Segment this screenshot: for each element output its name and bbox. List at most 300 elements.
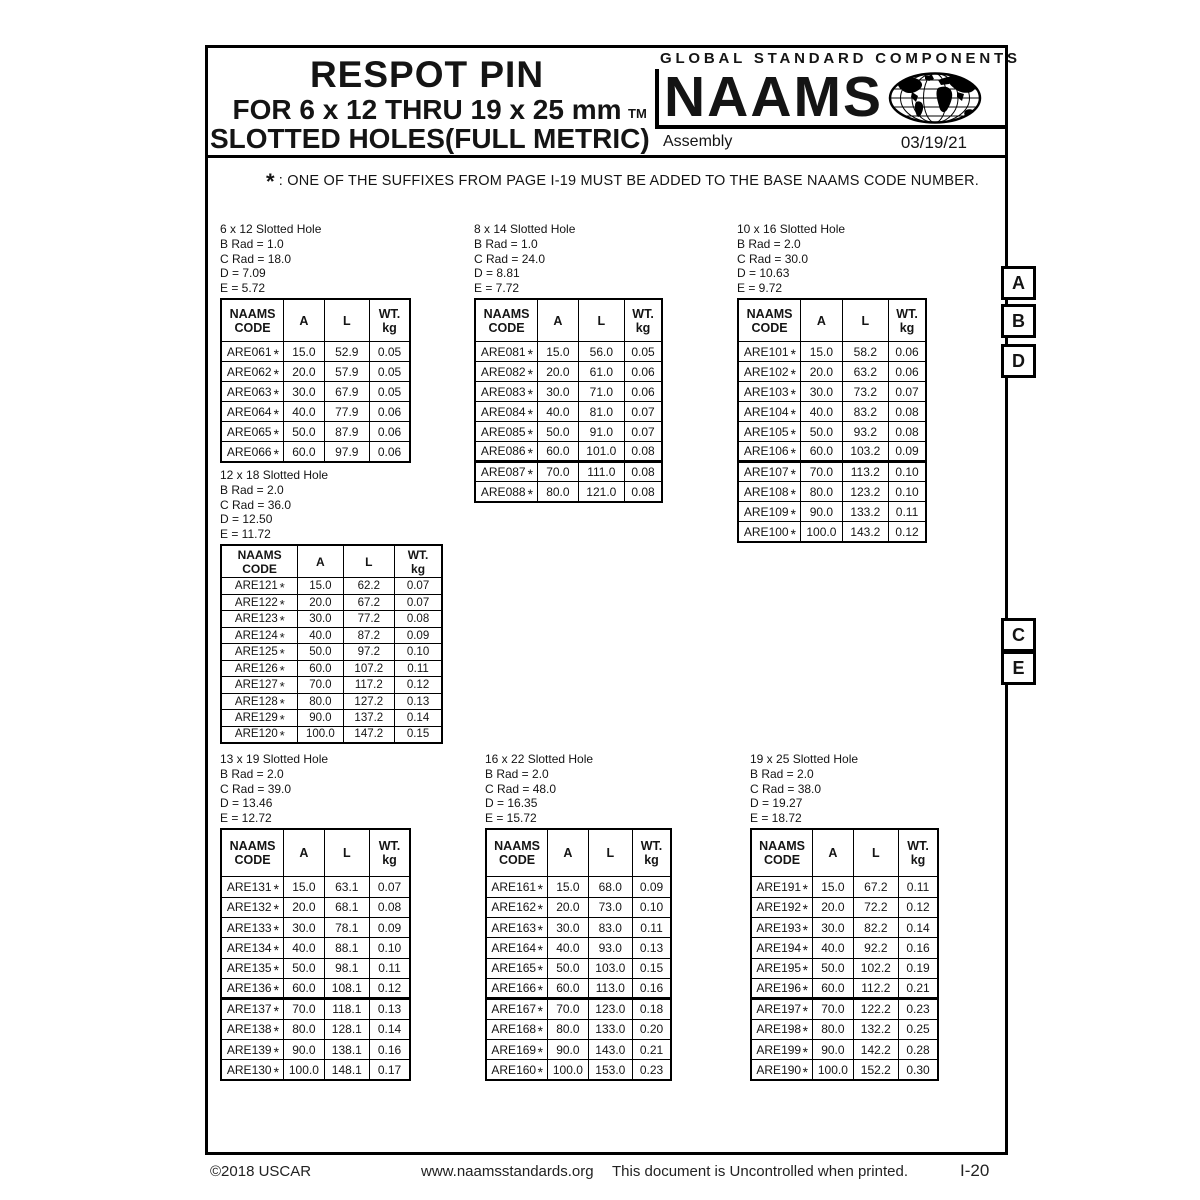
cell-a: 15.0 [284, 342, 324, 362]
cell-a: 60.0 [298, 660, 343, 677]
cell-l: 101.0 [578, 442, 624, 462]
cell-wt-kg: 0.08 [395, 611, 442, 628]
cell-naams-code: ARE122 * [221, 594, 298, 611]
header-row [738, 299, 926, 342]
column-header: NAAMS CODE [486, 829, 548, 877]
cell-l: 107.2 [343, 660, 394, 677]
suffix-asterisk: * [537, 1003, 544, 1020]
suffix-asterisk: * [279, 631, 285, 644]
cell-naams-code: ARE124 * [221, 627, 298, 644]
cell-l: 67.9 [324, 382, 369, 402]
column-header: WT. kg [370, 299, 410, 342]
cell-naams-code: ARE165 * [486, 958, 548, 978]
cell-wt-kg: 0.07 [625, 402, 662, 422]
cell-a: 60.0 [284, 442, 324, 462]
globe-world-icon [887, 71, 983, 125]
spec-line: 6 x 12 Slotted Hole [220, 222, 322, 236]
cell-a: 50.0 [284, 422, 324, 442]
spec-line: 8 x 14 Slotted Hole [474, 222, 576, 236]
spec-line: 10 x 16 Slotted Hole [737, 222, 846, 236]
spec-line: B Rad = 2.0 [220, 766, 284, 781]
table-row [486, 1019, 671, 1039]
cell-naams-code: ARE082 * [475, 362, 538, 382]
cell-l: 67.2 [343, 594, 394, 611]
cell-a: 20.0 [298, 594, 343, 611]
cell-l: 72.2 [853, 897, 898, 917]
spec-line: C Rad = 38.0 [750, 781, 822, 796]
cell-l: 97.2 [343, 644, 394, 661]
cell-a: 90.0 [801, 502, 842, 522]
cell-l: 63.1 [324, 877, 369, 897]
suffix-asterisk: * [273, 446, 279, 462]
logo-tagline: GLOBAL STANDARD COMPONENTS [660, 50, 1021, 67]
cell-wt-kg: 0.15 [395, 726, 442, 743]
footer-disclaimer: This document is Uncontrolled when printed. [612, 1163, 908, 1180]
suffix-asterisk: * [273, 1063, 279, 1080]
cell-naams-code: ARE168 * [486, 1019, 548, 1039]
table-row [751, 999, 938, 1019]
table-row [475, 362, 662, 382]
cell-l: 68.1 [324, 897, 369, 917]
cell-naams-code: ARE161 * [486, 877, 548, 897]
cell-wt-kg: 0.16 [370, 1039, 410, 1059]
header-row [486, 829, 671, 877]
cell-l: 118.1 [324, 999, 369, 1019]
column-header: WT. kg [633, 829, 671, 877]
cell-wt-kg: 0.11 [370, 958, 410, 978]
cell-a: 15.0 [548, 877, 588, 897]
spec-line: E = 11.72 [220, 527, 271, 542]
suffix-asterisk: * [790, 346, 796, 362]
table-row [738, 462, 926, 482]
suffix-asterisk: * [790, 466, 796, 482]
spec-line: E = 9.72 [737, 281, 783, 296]
cell-wt-kg: 0.11 [899, 877, 938, 897]
title-block [208, 48, 1021, 158]
page-title [208, 48, 650, 158]
cell-a: 30.0 [813, 918, 853, 938]
table-row [751, 1019, 938, 1039]
footer-website-url: www.naamsstandards.org [421, 1163, 594, 1180]
suffix-note [266, 165, 980, 194]
cell-wt-kg: 0.13 [633, 938, 671, 958]
cell-naams-code: ARE167 * [486, 999, 548, 1019]
cell-a: 15.0 [538, 342, 578, 362]
cell-a: 50.0 [538, 422, 578, 442]
spec-section-16x22 [485, 752, 672, 1081]
spec-line: B Rad = 2.0 [750, 766, 814, 781]
naams-logo [655, 50, 1021, 153]
cell-naams-code: ARE108 * [738, 482, 801, 502]
cell-wt-kg: 0.12 [889, 522, 926, 542]
column-header: L [343, 545, 394, 578]
table-row [221, 644, 442, 661]
table-row [221, 442, 410, 462]
table-row [738, 402, 926, 422]
table-row [475, 462, 662, 482]
cell-naams-code: ARE105 * [738, 422, 801, 442]
cell-a: 20.0 [538, 362, 578, 382]
logo-bottom-row [655, 129, 1007, 153]
table-row [221, 1019, 410, 1039]
cell-naams-code: ARE160 * [486, 1060, 548, 1080]
spec-line: B Rad = 2.0 [737, 236, 801, 251]
cell-wt-kg: 0.25 [899, 1019, 938, 1039]
cell-l: 61.0 [578, 362, 624, 382]
suffix-asterisk: * [279, 598, 285, 611]
cell-a: 90.0 [813, 1039, 853, 1059]
cell-l: 58.2 [842, 342, 888, 362]
cell-l: 122.2 [853, 999, 898, 1019]
cell-a: 60.0 [538, 442, 578, 462]
cell-a: 100.0 [284, 1060, 324, 1080]
cell-l: 147.2 [343, 726, 394, 743]
cell-l: 83.0 [588, 918, 632, 938]
table-row [475, 402, 662, 422]
suffix-asterisk: * [527, 466, 533, 482]
column-header: A [801, 299, 842, 342]
cell-a: 15.0 [284, 877, 324, 897]
cell-l: 63.2 [842, 362, 888, 382]
suffix-asterisk: * [279, 664, 285, 677]
cell-l: 112.2 [853, 978, 898, 998]
cell-l: 81.0 [578, 402, 624, 422]
cell-naams-code: ARE198 * [751, 1019, 813, 1039]
cell-l: 73.0 [588, 897, 632, 917]
trademark-symbol: TM [628, 106, 647, 121]
cell-wt-kg: 0.07 [370, 877, 410, 897]
cell-naams-code: ARE102 * [738, 362, 801, 382]
cell-wt-kg: 0.08 [625, 462, 662, 482]
cell-l: 52.9 [324, 342, 369, 362]
cell-wt-kg: 0.13 [370, 999, 410, 1019]
cell-wt-kg: 0.13 [395, 693, 442, 710]
content-border-box [205, 45, 1021, 1155]
side-label-c: C [1001, 618, 1036, 652]
cell-wt-kg: 0.08 [889, 422, 926, 442]
spec-line: 19 x 25 Slotted Hole [750, 752, 859, 766]
column-header: A [284, 829, 324, 877]
cell-l: 113.2 [842, 462, 888, 482]
cell-wt-kg: 0.05 [625, 342, 662, 362]
table-row [486, 958, 671, 978]
cell-a: 50.0 [548, 958, 588, 978]
suffix-asterisk: * [790, 386, 796, 402]
cell-l: 67.2 [853, 877, 898, 897]
cell-naams-code: ARE192 * [751, 897, 813, 917]
column-header: WT. kg [899, 829, 938, 877]
side-label-b: B [1001, 304, 1036, 338]
cell-a: 100.0 [801, 522, 842, 542]
cell-naams-code: ARE088 * [475, 482, 538, 502]
cell-naams-code: ARE064 * [221, 402, 284, 422]
suffix-asterisk: * [273, 881, 279, 898]
cell-l: 71.0 [578, 382, 624, 402]
column-header: A [538, 299, 578, 342]
cell-l: 152.2 [853, 1060, 898, 1080]
table-row [738, 382, 926, 402]
suffix-asterisk: * [279, 647, 285, 661]
cell-l: 121.0 [578, 482, 624, 502]
cell-naams-code: ARE103 * [738, 382, 801, 402]
column-header: L [588, 829, 632, 877]
cell-wt-kg: 0.10 [889, 482, 926, 502]
spec-line: B Rad = 1.0 [474, 236, 538, 251]
side-label-d: D [1001, 344, 1036, 378]
suffix-asterisk: * [790, 366, 796, 382]
cell-l: 77.9 [324, 402, 369, 422]
cell-a: 70.0 [801, 462, 842, 482]
cell-a: 20.0 [813, 897, 853, 917]
column-header: A [298, 545, 343, 578]
cell-wt-kg: 0.19 [899, 958, 938, 978]
suffix-asterisk: * [802, 962, 809, 979]
cell-a: 70.0 [284, 999, 324, 1019]
cell-l: 98.1 [324, 958, 369, 978]
suffix-asterisk: * [273, 386, 279, 402]
spec-line: D = 16.35 [485, 796, 538, 811]
cell-a: 80.0 [284, 1019, 324, 1039]
suffix-note-text: : ONE OF THE SUFFIXES FROM PAGE I-19 MUST BE ADDED TO THE BASE NAAMS CODE NUMBER. [278, 173, 980, 189]
table-row [221, 693, 442, 710]
header-row [751, 829, 938, 877]
cell-l: 87.2 [343, 627, 394, 644]
cell-naams-code: ARE132 * [221, 897, 284, 917]
table-row [738, 482, 926, 502]
cell-wt-kg: 0.21 [633, 1039, 671, 1059]
cell-naams-code: ARE126 * [221, 660, 298, 677]
cell-wt-kg: 0.09 [370, 918, 410, 938]
logo-brand-text: NAAMS [664, 65, 883, 129]
asterisk-symbol: * [266, 169, 275, 194]
spec-line: D = 7.09 [220, 266, 266, 281]
suffix-asterisk: * [802, 1063, 809, 1080]
cell-naams-code: ARE104 * [738, 402, 801, 422]
column-header: WT. kg [889, 299, 926, 342]
cell-wt-kg: 0.08 [370, 897, 410, 917]
cell-l: 56.0 [578, 342, 624, 362]
table-row [486, 897, 671, 917]
cell-a: 50.0 [298, 644, 343, 661]
table-row [221, 710, 442, 727]
column-header: A [284, 299, 324, 342]
suffix-asterisk: * [527, 445, 533, 462]
cell-naams-code: ARE081 * [475, 342, 538, 362]
cell-wt-kg: 0.23 [899, 999, 938, 1019]
cell-wt-kg: 0.05 [370, 362, 410, 382]
cell-a: 30.0 [284, 918, 324, 938]
cell-naams-code: ARE101 * [738, 342, 801, 362]
table-row [751, 877, 938, 897]
column-header: L [324, 299, 369, 342]
suffix-asterisk: * [537, 1043, 544, 1060]
column-header: WT. kg [625, 299, 662, 342]
suffix-asterisk: * [790, 445, 796, 462]
table-row [475, 442, 662, 462]
cell-l: 142.2 [853, 1039, 898, 1059]
cell-l: 73.2 [842, 382, 888, 402]
cell-naams-code: ARE195 * [751, 958, 813, 978]
cell-a: 50.0 [284, 958, 324, 978]
column-header: L [324, 829, 369, 877]
suffix-asterisk: * [527, 426, 533, 442]
table-row [486, 1060, 671, 1080]
cell-wt-kg: 0.12 [899, 897, 938, 917]
cell-l: 138.1 [324, 1039, 369, 1059]
suffix-asterisk: * [802, 1003, 809, 1020]
suffix-asterisk: * [802, 982, 809, 999]
suffix-asterisk: * [279, 680, 285, 694]
suffix-asterisk: * [273, 962, 279, 979]
table-row [221, 938, 410, 958]
suffix-asterisk: * [273, 922, 279, 938]
table-row [221, 578, 442, 595]
cell-naams-code: ARE133 * [221, 918, 284, 938]
cell-l: 127.2 [343, 693, 394, 710]
cell-wt-kg: 0.07 [625, 422, 662, 442]
cell-a: 30.0 [548, 918, 588, 938]
cell-wt-kg: 0.05 [370, 382, 410, 402]
cell-wt-kg: 0.06 [889, 362, 926, 382]
suffix-asterisk: * [273, 942, 279, 959]
cell-a: 20.0 [284, 897, 324, 917]
cell-a: 80.0 [548, 1019, 588, 1039]
table-row [221, 999, 410, 1019]
cell-l: 87.9 [324, 422, 369, 442]
cell-l: 123.2 [842, 482, 888, 502]
suffix-asterisk: * [527, 406, 533, 422]
cell-naams-code: ARE085 * [475, 422, 538, 442]
suffix-asterisk: * [790, 506, 796, 522]
suffix-asterisk: * [273, 901, 279, 918]
cell-naams-code: ARE138 * [221, 1019, 284, 1039]
cell-l: 93.0 [588, 938, 632, 958]
cell-a: 30.0 [801, 382, 842, 402]
cell-l: 77.2 [343, 611, 394, 628]
side-label-e: E [1001, 651, 1036, 685]
cell-naams-code: ARE121 * [221, 578, 298, 595]
column-header: A [548, 829, 588, 877]
cell-l: 113.0 [588, 978, 632, 998]
cell-a: 40.0 [298, 627, 343, 644]
cell-a: 70.0 [538, 462, 578, 482]
suffix-asterisk: * [279, 730, 285, 743]
cell-naams-code: ARE162 * [486, 897, 548, 917]
suffix-asterisk: * [273, 426, 279, 442]
spec-line: D = 12.50 [220, 512, 273, 527]
cell-a: 60.0 [801, 442, 842, 462]
suffix-asterisk: * [273, 1003, 279, 1020]
footer-copyright: ©2018 USCAR [210, 1163, 312, 1180]
suffix-asterisk: * [790, 486, 796, 502]
cell-l: 143.2 [842, 522, 888, 542]
cell-l: 117.2 [343, 677, 394, 694]
cell-l: 143.0 [588, 1039, 632, 1059]
cell-l: 148.1 [324, 1060, 369, 1080]
cell-wt-kg: 0.07 [395, 594, 442, 611]
table-row [738, 342, 926, 362]
spec-line: D = 8.81 [474, 266, 520, 281]
cell-a: 100.0 [813, 1060, 853, 1080]
cell-naams-code: ARE164 * [486, 938, 548, 958]
cell-l: 82.2 [853, 918, 898, 938]
spec-line: 16 x 22 Slotted Hole [485, 752, 594, 766]
table-row [221, 660, 442, 677]
suffix-asterisk: * [273, 982, 279, 999]
spec-line: B Rad = 2.0 [220, 482, 284, 497]
spec-table-8x14 [474, 298, 663, 503]
cell-wt-kg: 0.10 [633, 897, 671, 917]
cell-a: 70.0 [298, 677, 343, 694]
cell-naams-code: ARE125 * [221, 644, 298, 661]
title-line-2: FOR 6 x 12 THRU 19 x 25 mm [232, 94, 622, 125]
cell-a: 90.0 [284, 1039, 324, 1059]
cell-wt-kg: 0.06 [625, 362, 662, 382]
cell-wt-kg: 0.09 [633, 877, 671, 897]
cell-l: 93.2 [842, 422, 888, 442]
cell-a: 40.0 [284, 402, 324, 422]
cell-wt-kg: 0.14 [395, 710, 442, 727]
spec-section-19x25 [750, 752, 939, 1081]
table-row [475, 342, 662, 362]
spec-section-13x19 [220, 752, 411, 1081]
column-header: NAAMS CODE [221, 299, 284, 342]
cell-wt-kg: 0.08 [625, 442, 662, 462]
cell-wt-kg: 0.12 [395, 677, 442, 694]
suffix-asterisk: * [537, 901, 544, 918]
spec-line: B Rad = 2.0 [485, 766, 549, 781]
cell-naams-code: ARE065 * [221, 422, 284, 442]
table-row [221, 594, 442, 611]
cell-a: 40.0 [813, 938, 853, 958]
title-line-1: RESPOT PIN [309, 54, 545, 95]
spec-section-6x12 [220, 222, 411, 463]
cell-naams-code: ARE062 * [221, 362, 284, 382]
spec-section-10x16 [737, 222, 927, 543]
spec-line: B Rad = 1.0 [220, 236, 284, 251]
spec-line: 13 x 19 Slotted Hole [220, 752, 329, 766]
suffix-asterisk: * [537, 881, 544, 898]
cell-naams-code: ARE083 * [475, 382, 538, 402]
cell-wt-kg: 0.11 [889, 502, 926, 522]
cell-naams-code: ARE106 * [738, 442, 801, 462]
logo-category: Assembly [663, 133, 733, 150]
cell-a: 15.0 [801, 342, 842, 362]
cell-wt-kg: 0.14 [899, 918, 938, 938]
cell-l: 132.2 [853, 1019, 898, 1039]
column-header: NAAMS CODE [738, 299, 801, 342]
spec-line: C Rad = 24.0 [474, 251, 546, 266]
table-row [738, 522, 926, 542]
suffix-asterisk: * [537, 1063, 544, 1080]
suffix-asterisk: * [279, 697, 285, 710]
cell-wt-kg: 0.21 [899, 978, 938, 998]
cell-wt-kg: 0.12 [370, 978, 410, 998]
cell-a: 20.0 [801, 362, 842, 382]
cell-l: 92.2 [853, 938, 898, 958]
suffix-asterisk: * [790, 406, 796, 422]
suffix-asterisk: * [527, 486, 533, 502]
cell-naams-code: ARE100 * [738, 522, 801, 542]
spec-table-13x19 [220, 828, 411, 1081]
cell-wt-kg: 0.06 [889, 342, 926, 362]
table-row [486, 918, 671, 938]
column-header: L [853, 829, 898, 877]
cell-wt-kg: 0.16 [899, 938, 938, 958]
cell-a: 40.0 [801, 402, 842, 422]
cell-l: 88.1 [324, 938, 369, 958]
suffix-asterisk: * [527, 346, 533, 362]
